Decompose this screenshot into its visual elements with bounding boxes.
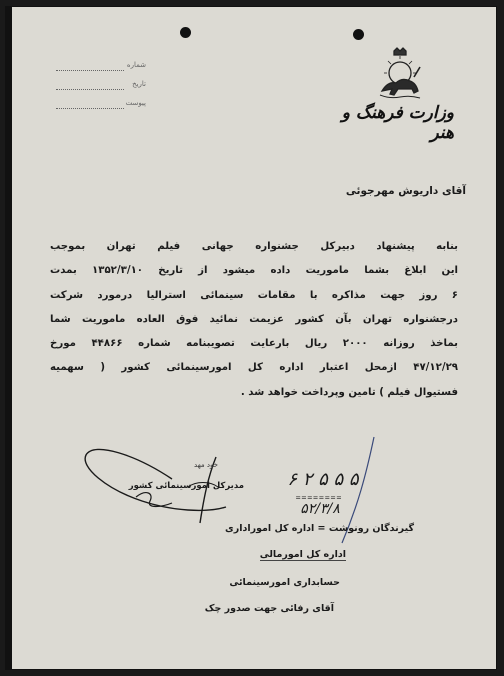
body-line: درجشنواره تهران بآن کشور عزیمت نمائید فوق العاده ماموریت شما (50, 313, 458, 325)
body-line: ۴۷/۱۲/۲۹ ازمحل اعتبار اداره کل امورسینمائی کشور ( سهمیه (50, 362, 458, 374)
copy-recipient: آقای رفائی جهت صدور چک (204, 603, 334, 614)
field-date-label: تاریخ (132, 80, 146, 88)
signatory-title: مدیرکل امورسینمائی کشور (128, 481, 244, 491)
scan-edge (6, 7, 12, 669)
body-line: ۶ روز جهت مذاکره با مقامات سینمائی استرالیا درمورد شرکت (50, 289, 458, 301)
field-number (46, 59, 146, 78)
field-attachment (46, 97, 146, 116)
punch-hole-left (180, 27, 191, 38)
copy-recipient: اداره کل امورمالی (259, 549, 346, 560)
field-attachment-label: پیوست (125, 99, 146, 107)
addressee: آقای داریوش مهرجوئی (345, 185, 466, 197)
body-line: بنابه پیشنهاد دبیرکل جشنواره جهانی فیلم تهران بموجب (50, 241, 458, 252)
copy-recipient: گیرندگان رونوشت = اداره کل اموراداری (225, 523, 414, 534)
field-number-label: شماره (126, 61, 146, 69)
registration-separator: ======== (295, 493, 343, 502)
lion-and-sun-emblem-icon (376, 47, 424, 99)
reference-fields (46, 59, 146, 116)
ministry-name: وزارت فرهنگ و هنر (341, 103, 454, 143)
body-line: فستیوال فیلم ) تامین وپرداخت خواهد شد . (240, 386, 458, 398)
copy-recipient: حسابداری امورسینمائی (229, 577, 340, 588)
body-line: بماخذ روزانه ۲۰۰۰ ریال بارعایت تصویبنامه شماره ۴۴۸۶۶ مورخ (50, 338, 459, 350)
signature-stamp: خود مهد (194, 461, 218, 469)
letter-page (5, 6, 497, 670)
registration-number: ۶ ۲ ۵ ۵ ۵ (287, 469, 359, 490)
body-line: این ابلاغ بشما ماموریت داده میشود از تاریخ ۱۳۵۲/۳/۱۰ بمدت (50, 265, 459, 277)
registration-date: ۵۲/۳/۸ (300, 501, 340, 517)
letter-body (50, 235, 458, 405)
punch-hole-right (353, 29, 364, 40)
field-date (46, 78, 146, 97)
